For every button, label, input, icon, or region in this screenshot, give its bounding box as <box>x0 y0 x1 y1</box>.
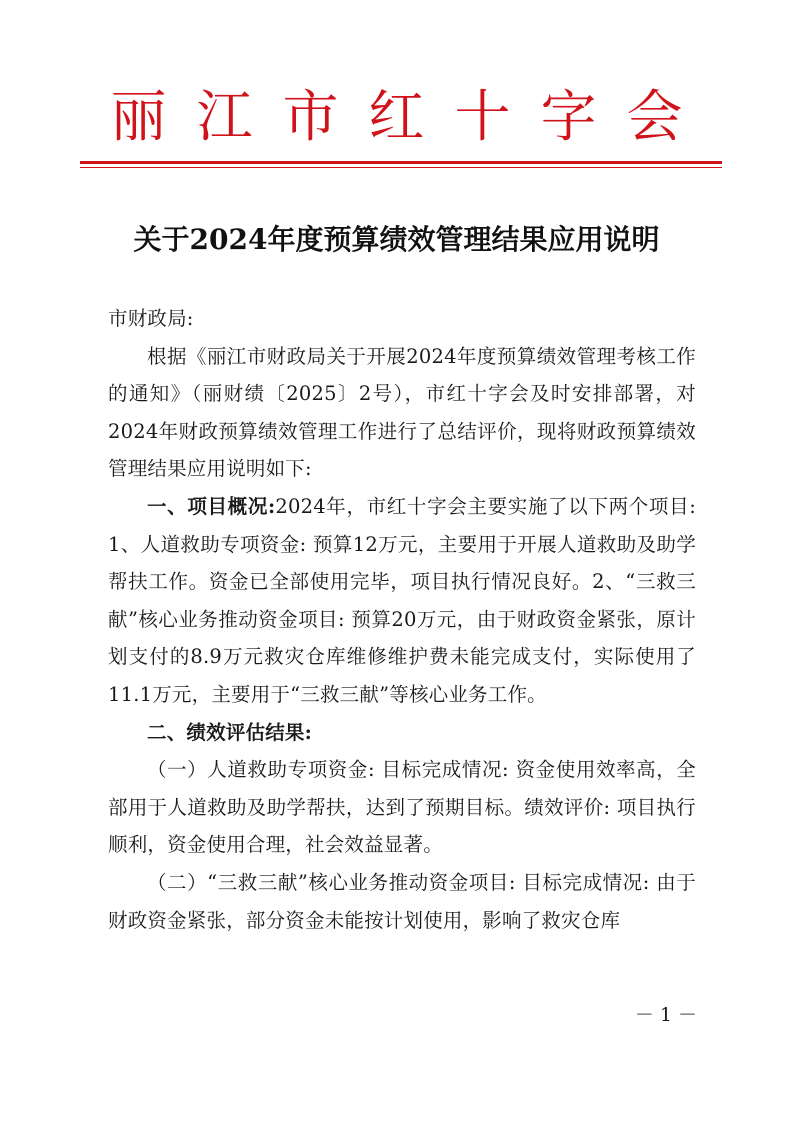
org-header <box>0 78 793 158</box>
org-char: 会 <box>626 85 683 150</box>
section-heading: 二、绩效评估结果: <box>147 720 312 744</box>
org-char: 十 <box>454 85 511 150</box>
org-char: 字 <box>540 85 597 150</box>
paragraph-text: 根据《丽江市财政局关于开展2024年度预算绩效管理考核工作的通知》（丽财绩〔2025〕2号），市红十字会及时安排部署，对2024年财政预算绩效管理工作进行了总结评价，现将财政预算绩效管理结果应用说明如下: <box>108 344 696 481</box>
org-char: 市 <box>282 85 339 150</box>
org-char: 丽 <box>110 85 167 150</box>
section-heading: 一、项目概况: <box>147 494 276 518</box>
salutation: 市财政局: <box>108 307 194 330</box>
paragraph-core-business-fund <box>108 864 696 939</box>
org-char: 红 <box>368 85 425 150</box>
paragraph-evaluation-heading <box>108 714 696 752</box>
document-title: 关于2024年度预算绩效管理结果应用说明 <box>133 223 660 256</box>
paragraph-humanitarian-fund <box>108 751 696 864</box>
page-number: － 1 － <box>634 1004 697 1026</box>
org-char: 江 <box>196 85 253 150</box>
paragraph-text: 2024年，市红十字会主要实施了以下两个项目: 1、人道救助专项资金: 预算12万元，主要用于开展人道救助及助学帮扶工作。资金已全部使用完毕，项目执行情况良好。2、“三救三献”核心业务推动资金项目: 预算20万元，由于财政资金紧张，原计划支付的8.9万元救灾仓库维修维护费未能完成支付，实际使用了11.1万元，主要用于“三救三献”等核心业务工作。 <box>108 494 696 706</box>
paragraph-text: （一）人道救助专项资金: 目标完成情况: 资金使用效率高，全部用于人道救助及助学帮扶，达到了预期目标。绩效评价: 项目执行顺利，资金使用合理，社会效益显著。 <box>108 758 696 857</box>
paragraph-text: （二）“三救三献”核心业务推动资金项目: 目标完成情况: 由于财政资金紧张，部分资金未能按计划使用，影响了救灾仓库 <box>108 870 696 932</box>
document-body <box>108 300 696 939</box>
paragraph-intro <box>108 338 696 488</box>
header-rule-thin <box>80 167 722 168</box>
header-rule-thick <box>80 161 722 164</box>
paragraph-project-overview <box>108 488 696 714</box>
